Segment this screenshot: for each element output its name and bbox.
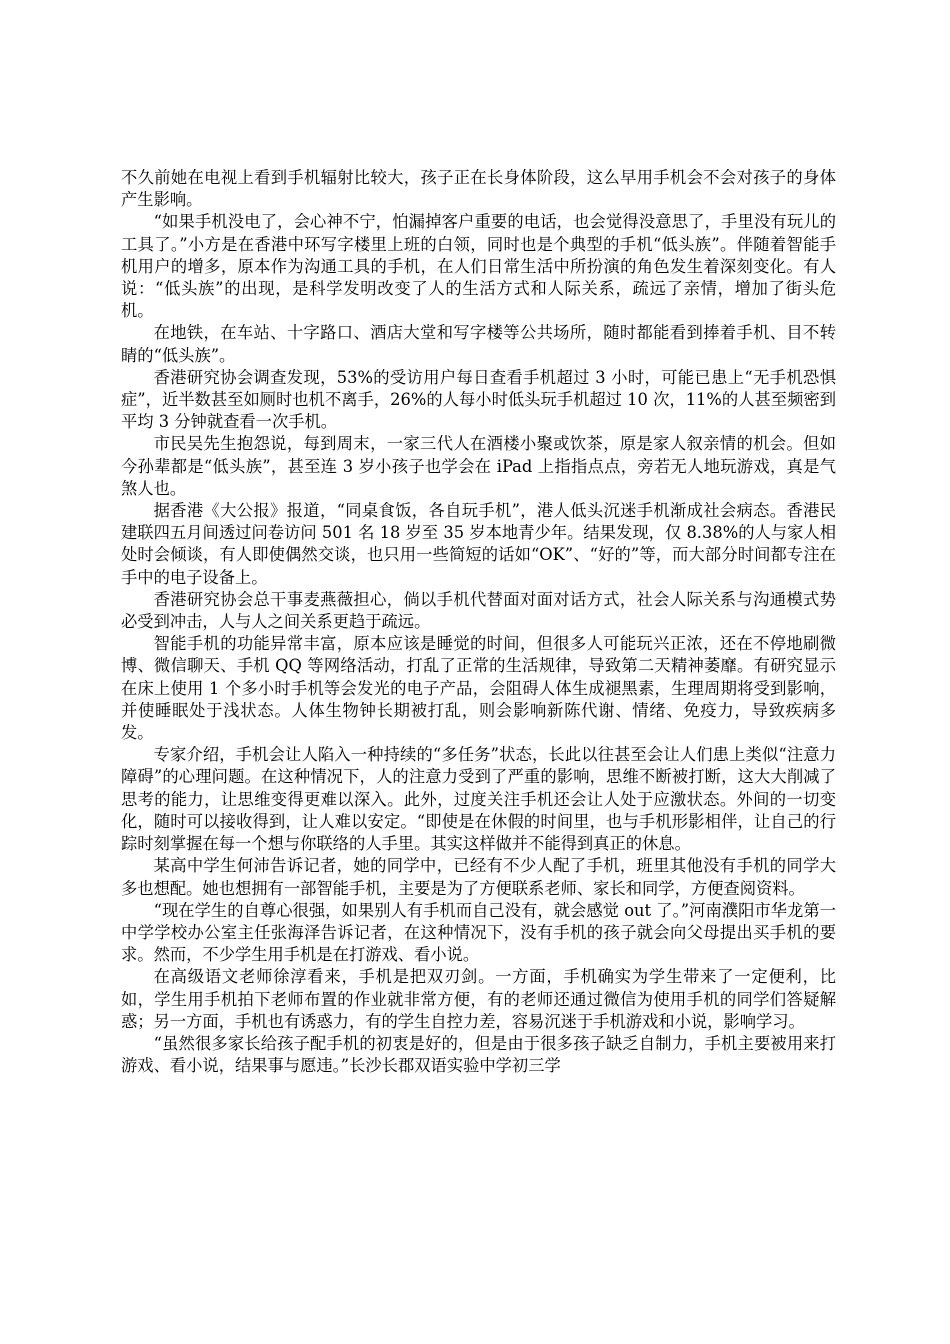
- paragraph-2: “如果手机没电了，会心神不宁，怕漏掉客户重要的电话，也会觉得没意思了，手里没有玩儿的工具了。”小方是在香港中环写字楼里上班的白领，同时也是个典型的手机“低头族”。伴随着智能手机用户的增多，原本作为沟通工具的手机，在人们日常生活中所扮演的角色发生着深刻变化。有人说：“低头族”的出现，是科学发明改变了人的生活方式和人际关系，疏远了亲情，增加了街头危机。: [121, 212, 836, 321]
- article-body: [121, 167, 836, 1077]
- paragraph-10: 某高中学生何沛告诉记者，她的同学中，已经有不少人配了手机，班里其他没有手机的同学大多也想配。她也想拥有一部智能手机，主要是为了方便联系老师、家长和同学，方便查阅资料。: [121, 856, 836, 898]
- paragraph-9: 专家介绍，手机会让人陷入一种持续的“多任务”状态，长此以往甚至会让人们患上类似“注意力障碍”的心理问题。在这种情况下，人的注意力受到了严重的影响，思维不断被打断，这大大削减了思考的能力，让思维变得更难以深入。此外，过度关注手机还会让人处于应激状态。外间的一切变化，随时可以接收得到，让人难以安定。“即使是在休假的时间里，也与手机形影相伴，让自己的行踪时刻掌握在每一个想与你联络的人手里。其实这样做并不能得到真正的休息。: [121, 745, 836, 854]
- paragraph-4: 香港研究协会调查发现，53%的受访用户每日查看手机超过 3 小时，可能已患上“无手机恐惧症”，近半数甚至如厕时也机不离手，26%的人每小时低头玩手机超过 10 次，11%的人甚至频密到平均 3 分钟就查看一次手机。: [121, 367, 836, 432]
- paragraph-6: 据香港《大公报》报道，“同桌食饭，各自玩手机”，港人低头沉迷手机渐成社会病态。香港民建联四五月间透过问卷访问 501 名 18 岁至 35 岁本地青少年。结果发现，仅 8.38%的人与家人相处时会倾谈，有人即使偶然交谈，也只用一些简短的话如“OK”、“好的”等，而大部分时间都专注在手中的电子设备上。: [121, 501, 836, 587]
- paragraph-3: 在地铁，在车站、十字路口、酒店大堂和写字楼等公共场所，随时都能看到捧着手机、目不转睛的“低头族”。: [121, 323, 836, 365]
- paragraph-11: “现在学生的自尊心很强，如果别人有手机而自己没有，就会感觉 out 了。”河南濮阳市华龙第一中学学校办公室主任张海泽告诉记者，在这种情况下，没有手机的孩子就会向父母提出买手机的要求。然而，不少学生用手机是在打游戏、看小说。: [121, 900, 836, 965]
- paragraph-13: “虽然很多家长给孩子配手机的初衷是好的，但是由于很多孩子缺乏自制力，手机主要被用来打游戏、看小说，结果事与愿违。”长沙长郡双语实验中学初三学: [121, 1033, 836, 1076]
- paragraph-7: 香港研究协会总干事麦燕薇担心，倘以手机代替面对面对话方式，社会人际关系与沟通模式势必受到冲击，人与人之间关系更趋于疏远。: [121, 589, 836, 632]
- paragraph-1: 不久前她在电视上看到手机辐射比较大，孩子正在长身体阶段，这么早用手机会不会对孩子的身体产生影响。: [121, 168, 836, 210]
- paragraph-8: 智能手机的功能异常丰富，原本应该是睡觉的时间，但很多人可能玩兴正浓，还在不停地刷微博、微信聊天、手机 QQ 等网络活动，打乱了正常的生活规律，导致第二天精神萎靡。有研究显示在床上使用 1 个多小时手机等会发光的电子产品，会阻碍人体生成褪黑素，生理周期将受到影响，并使睡眠处于浅状态。人体生物钟长期被打乱，则会影响新陈代谢、情绪、免疫力，导致疾病多发。: [121, 634, 836, 743]
- paragraph-5: 市民吴先生抱怨说，每到周末，一家三代人在酒楼小聚或饮茶，原是家人叙亲情的机会。但如今孙辈都是“低头族”，甚至连 3 岁小孩子也学会在 iPad 上指指点点，旁若无人地玩游戏，真是气煞人也。: [121, 434, 836, 498]
- paragraph-12: 在高级语文老师徐淳看来，手机是把双刃剑。一方面，手机确实为学生带来了一定便利，比如，学生用手机拍下老师布置的作业就非常方便，有的老师还通过微信为使用手机的同学们答疑解惑；另一方面，手机也有诱惑力，有的学生自控力差，容易沉迷于手机游戏和小说，影响学习。: [121, 967, 836, 1031]
